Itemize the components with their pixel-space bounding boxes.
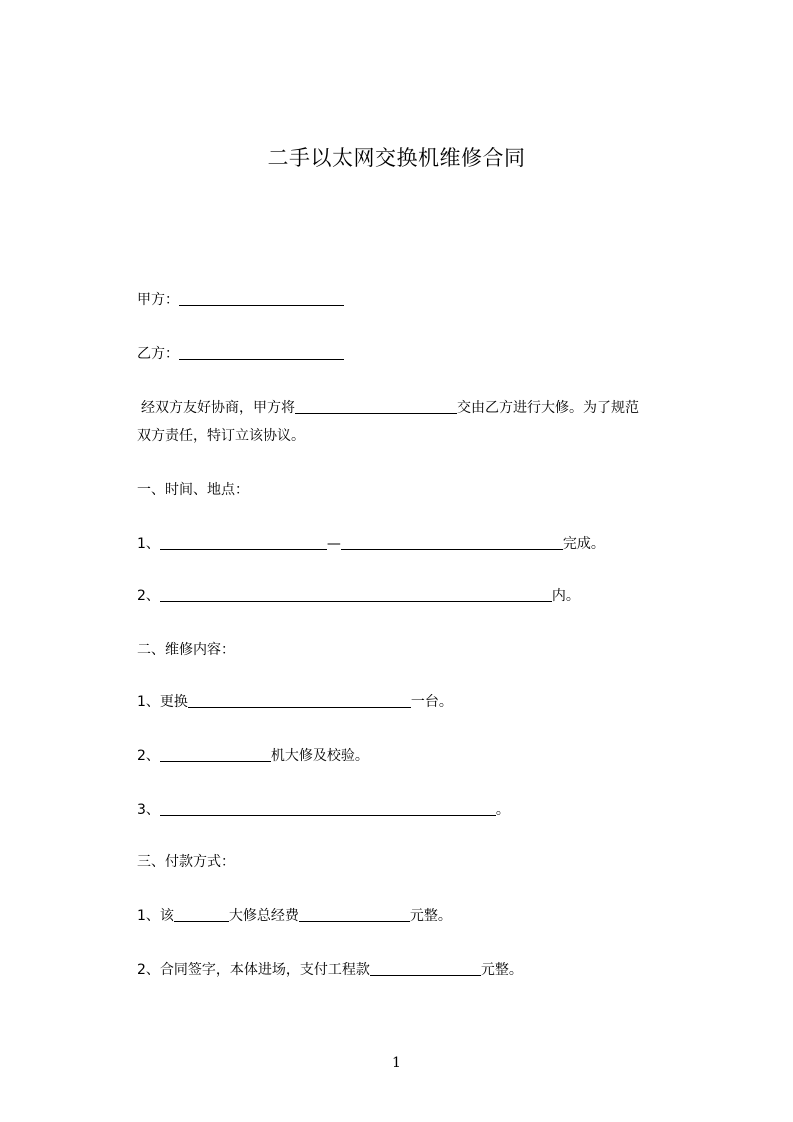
section-1-heading: 一、时间、地点： bbox=[137, 482, 249, 498]
party-a-line bbox=[137, 291, 344, 309]
item-number: 1、 bbox=[137, 908, 160, 924]
item-number: 1、 bbox=[137, 694, 160, 710]
intro-text-2: 交由乙方进行大修。为了规范 bbox=[457, 400, 639, 416]
item-number: 2、 bbox=[137, 588, 160, 604]
item-number: 1、 bbox=[137, 536, 160, 552]
section-1-item-2 bbox=[137, 587, 580, 605]
section-2-item-1 bbox=[137, 693, 453, 711]
equipment-name-blank[interactable] bbox=[174, 907, 229, 922]
item-start-text: 该 bbox=[159, 908, 174, 924]
other-work-blank[interactable] bbox=[160, 801, 496, 816]
replace-part-blank[interactable] bbox=[188, 693, 411, 708]
intro-text-3: 双方责任，特订立该协议。 bbox=[137, 428, 305, 444]
item-start-text: 更换 bbox=[159, 694, 188, 710]
section-3-item-2 bbox=[137, 961, 523, 979]
document-title: 二手以太网交换机维修合同 bbox=[267, 146, 526, 170]
party-a-blank[interactable] bbox=[179, 291, 344, 306]
dash-separator: — bbox=[326, 536, 341, 552]
item-number: 2、 bbox=[137, 962, 160, 978]
item-end-text: 完成。 bbox=[562, 536, 605, 552]
machine-blank[interactable] bbox=[160, 747, 271, 762]
item-end-text: 内。 bbox=[551, 588, 580, 604]
party-b-line bbox=[137, 345, 344, 363]
item-middle-text: 大修总经费 bbox=[228, 908, 299, 924]
item-number: 3、 bbox=[137, 802, 160, 818]
item-number: 2、 bbox=[137, 748, 160, 764]
page-number: 1 bbox=[392, 1055, 401, 1071]
item-end-text: 机大修及校验。 bbox=[270, 748, 369, 764]
party-b-blank[interactable] bbox=[179, 345, 344, 360]
location-blank[interactable] bbox=[160, 587, 552, 602]
item-end-text: 一台。 bbox=[410, 694, 453, 710]
section-3-heading: 三、付款方式： bbox=[137, 854, 235, 870]
party-b-label: 乙方： bbox=[137, 346, 179, 362]
intro-equipment-blank[interactable] bbox=[295, 399, 457, 414]
payment-amount-blank[interactable] bbox=[370, 961, 481, 976]
intro-line-1 bbox=[141, 399, 639, 417]
section-3-item-1 bbox=[137, 907, 452, 925]
end-time-blank[interactable] bbox=[341, 535, 563, 550]
section-1-item-1 bbox=[137, 535, 605, 553]
item-end-text: 元整。 bbox=[480, 962, 523, 978]
section-2-item-2 bbox=[137, 747, 369, 765]
start-time-blank[interactable] bbox=[160, 535, 327, 550]
intro-text-1: 经双方友好协商，甲方将 bbox=[141, 400, 295, 416]
party-a-label: 甲方： bbox=[137, 292, 179, 308]
item-start-text: 合同签字，本体进场，支付工程款 bbox=[159, 962, 370, 978]
section-2-item-3 bbox=[137, 801, 510, 819]
item-end-text: 元整。 bbox=[409, 908, 452, 924]
section-2-heading: 二、维修内容： bbox=[137, 642, 235, 658]
total-cost-blank[interactable] bbox=[299, 907, 410, 922]
item-end-text: 。 bbox=[495, 802, 510, 818]
intro-line-2 bbox=[137, 427, 305, 445]
